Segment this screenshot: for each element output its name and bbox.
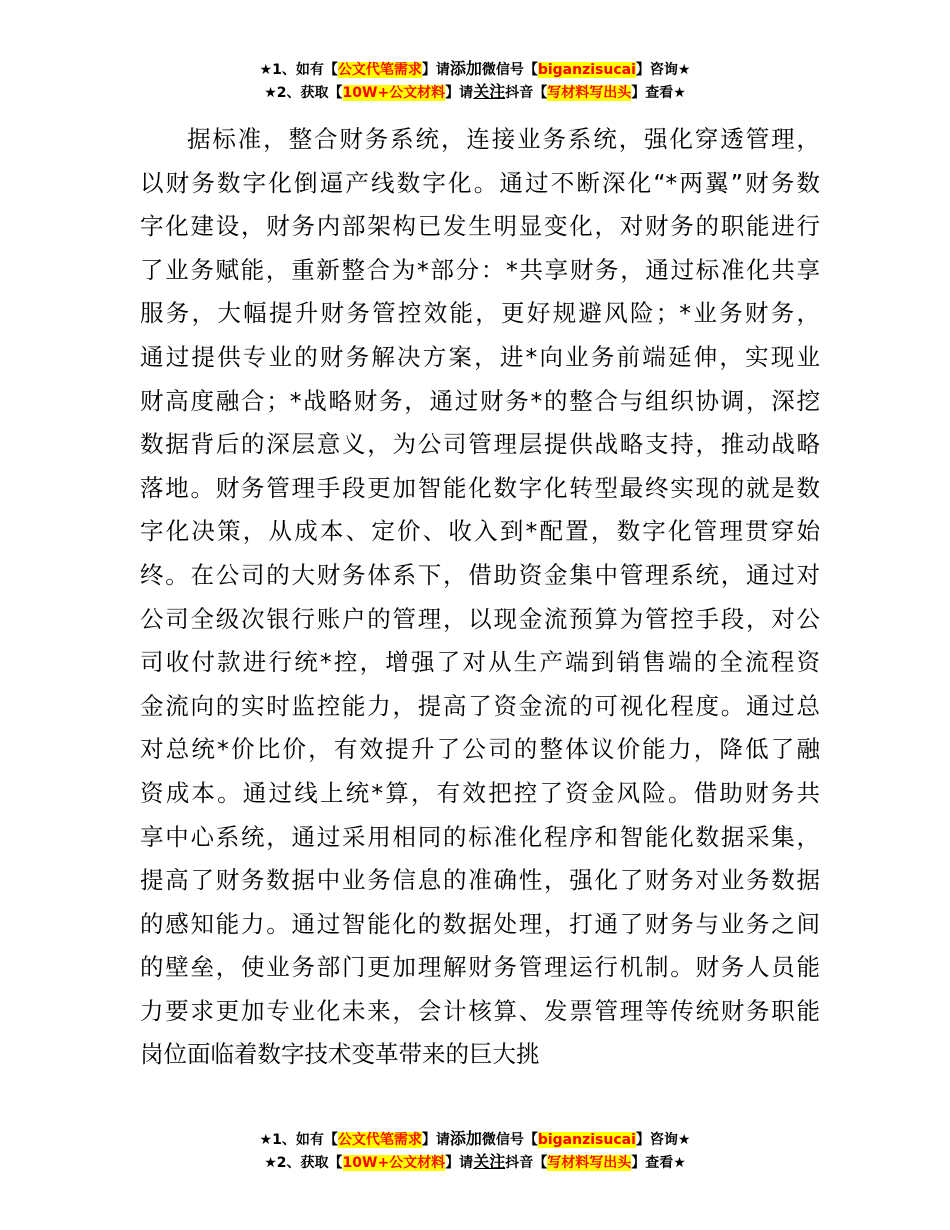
footer-promo: [0, 1128, 950, 1174]
body-line: 公司全级次银行账户的管理，以现金流预算为管控手段，对公: [140, 604, 820, 633]
header-promo-line-2: [0, 81, 950, 104]
body-line: 金流向的实时监控能力，提高了资金流的可视化程度。通过总: [140, 691, 820, 720]
body-line: 了业务赋能，重新整合为*部分：*共享财务，通过标准化共享: [140, 255, 820, 284]
promo-text: 】查看★: [631, 1155, 686, 1171]
promo-text: 】请: [421, 1132, 450, 1148]
body-line: 字化建设，财务内部架构已发生明显变化，对财务的职能进行: [140, 212, 820, 241]
body-line: 据标准，整合财务系统，连接业务系统，强化穿透管理，: [187, 125, 820, 153]
promo-text: 关注: [473, 1152, 506, 1171]
promo-text: 】请: [445, 85, 474, 101]
body-line: 数据背后的深层意义，为公司管理层提供战略支持，推动战略: [140, 430, 820, 459]
body-paragraph: [140, 118, 820, 1077]
body-line: 以财务数字化倒逼产线数字化。通过不断深化“*两翼”财务数: [140, 168, 820, 197]
footer-promo-line-2: [0, 1151, 950, 1174]
promo-highlight: 10W+公文材料: [342, 85, 446, 101]
body-line: 对总统*价比价，有效提升了公司的整体议价能力，降低了融: [140, 735, 820, 764]
document-body: [140, 118, 820, 1077]
body-line: 的壁垒，使业务部门更加理解财务管理运行机制。财务人员能: [140, 953, 820, 982]
body-line: 岗位面临着数字技术变革带来的巨大挑: [140, 1040, 540, 1069]
body-line: 资成本。通过线上统*算，有效把控了资金风险。借助财务共: [140, 778, 820, 807]
promo-text: ★2、获取【: [264, 85, 343, 101]
body-line: 司收付款进行统*控，增强了对从生产端到销售端的全流程资: [140, 648, 820, 677]
body-line: 服务，大幅提升财务管控效能，更好规避风险；*业务财务，: [140, 299, 820, 328]
body-line: 享中心系统，通过采用相同的标准化程序和智能化数据采集，: [140, 822, 820, 851]
body-line: 落地。财务管理手段更加智能化数字化转型最终实现的就是数: [140, 473, 820, 502]
promo-wechat-id: biganzisucai: [537, 62, 636, 78]
promo-douyin-id: 写材料写出头: [547, 85, 632, 101]
footer-promo-line-1: [0, 1128, 950, 1151]
body-line: 通过提供专业的财务解决方案，进*向业务前端延伸，实现业: [140, 342, 820, 371]
promo-text: ★2、获取【: [264, 1155, 343, 1171]
promo-highlight: 公文代笔需求: [337, 1132, 422, 1148]
promo-text: 】咨询★: [635, 1132, 691, 1148]
promo-text: 微信号【: [481, 62, 538, 78]
promo-text: 添加: [449, 1129, 482, 1148]
body-line: 财高度融合；*战略财务，通过财务*的整合与组织协调，深挖: [140, 386, 820, 415]
body-line: 终。在公司的大财务体系下，借助资金集中管理系统，通过对: [140, 560, 820, 589]
body-line: 的感知能力。通过智能化的数据处理，打通了财务与业务之间: [140, 909, 820, 938]
promo-text: 】请: [445, 1155, 474, 1171]
promo-text: 】请: [421, 62, 450, 78]
promo-text: 抖音【: [505, 1155, 548, 1171]
promo-text: 关注: [473, 82, 506, 101]
header-promo-line-1: [0, 58, 950, 81]
body-line: 字化决策，从成本、定价、收入到*配置，数字化管理贯穿始: [140, 517, 820, 546]
promo-text: 】咨询★: [635, 62, 691, 78]
promo-highlight: 公文代笔需求: [337, 62, 422, 78]
promo-douyin-id: 写材料写出头: [547, 1155, 632, 1171]
promo-text: 添加: [449, 59, 482, 78]
promo-text: ★1、如有【: [259, 62, 338, 78]
body-line: 力要求更加专业化未来，会计核算、发票管理等传统财务职能: [140, 996, 820, 1025]
promo-text: 】查看★: [631, 85, 686, 101]
promo-text: 抖音【: [505, 85, 548, 101]
promo-text: ★1、如有【: [259, 1132, 338, 1148]
promo-wechat-id: biganzisucai: [537, 1132, 636, 1148]
promo-highlight: 10W+公文材料: [342, 1155, 446, 1171]
header-promo: [0, 58, 950, 104]
promo-text: 微信号【: [481, 1132, 538, 1148]
body-line: 提高了财务数据中业务信息的准确性，强化了财务对业务数据: [140, 866, 820, 895]
